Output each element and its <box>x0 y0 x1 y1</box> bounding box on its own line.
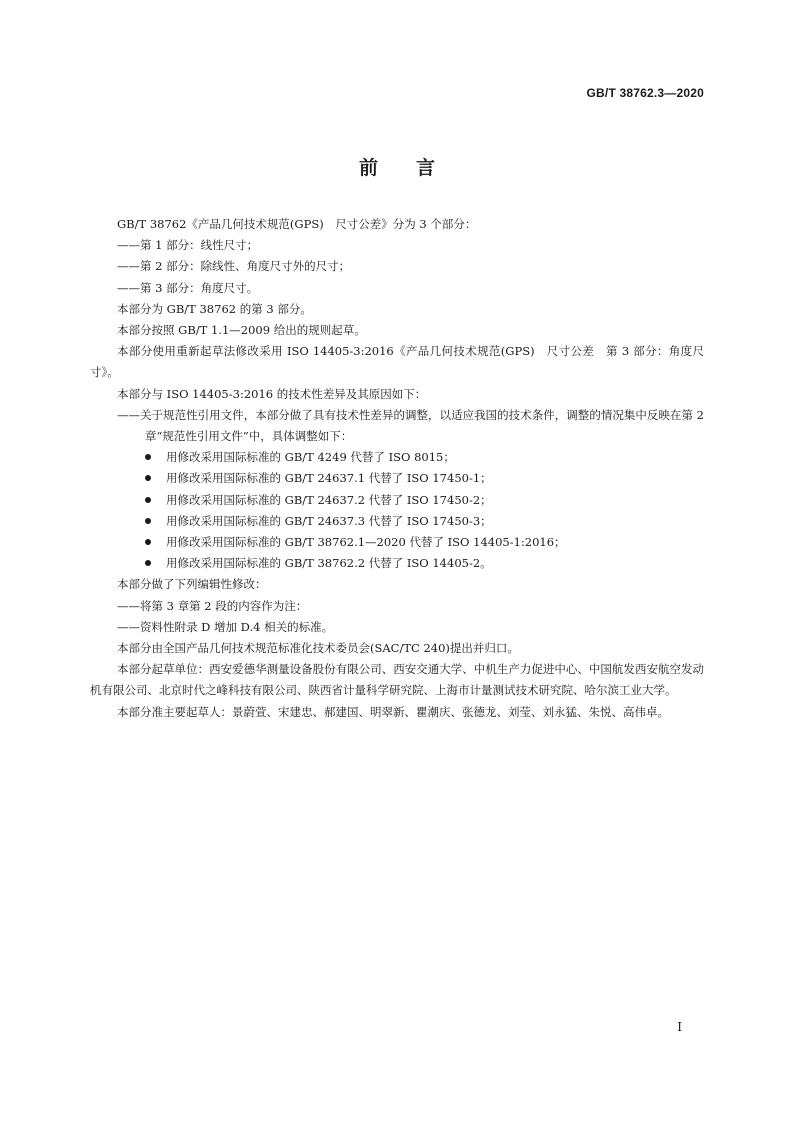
editorial-item-annex: ——资料性附录 D 增加 D.4 相关的标准。 <box>117 619 334 634</box>
page-title: 前言 <box>358 157 473 179</box>
normative-references-item: ——关于规范性引用文件，本部分做了具有技术性差异的调整，以适应我国的技术条件，调整的情况集中反映在第 2 章“规范性引用文件”中，具体调整如下： <box>117 407 704 444</box>
bullet-icon <box>145 539 151 545</box>
foreword-body <box>90 214 704 723</box>
document-number: GB/T 38762.3—2020 <box>586 86 704 100</box>
editorial-item-note: ——将第 3 章第 2 段的内容作为注： <box>117 598 308 613</box>
bullet-icon <box>145 497 151 503</box>
list-item: 用修改采用国际标准的 GB/T 24637.3 代替了 ISO 17450-3； <box>90 511 704 532</box>
paragraph-drafting-units: 本部分起草单位：西安爱德华测量设备股份有限公司、西安交通大学、中机生产力促进中心、中国航发西安航空发动机有限公司、北京时代之峰科技有限公司、陕西省计量科学研究院、上海市计量测试技术研究院、哈尔滨工业大学。 <box>90 662 704 698</box>
list-item: 用修改采用国际标准的 GB/T 38762.1—2020 代替了 ISO 14405-1:2016； <box>90 532 704 553</box>
bullet-icon <box>145 560 151 566</box>
bullet-icon <box>145 475 151 481</box>
list-item: 用修改采用国际标准的 GB/T 38762.2 代替了 ISO 14405-2。 <box>90 553 704 574</box>
list-item: 用修改采用国际标准的 GB/T 4249 代替了 ISO 8015； <box>90 447 704 468</box>
part-1-item: ——第 1 部分：线性尺寸； <box>117 238 259 253</box>
bullet-icon <box>145 454 151 460</box>
list-item: 用修改采用国际标准的 GB/T 24637.2 代替了 ISO 17450-2； <box>90 490 704 511</box>
paragraph-intro: GB/T 38762《产品几何技术规范(GPS) 尺寸公差》分为 3 个部分： <box>117 217 477 231</box>
paragraph-committee: 本部分由全国产品几何技术规范标准化技术委员会(SAC/TC 240)提出并归口。 <box>117 641 519 656</box>
list-item: 用修改采用国际标准的 GB/T 24637.1 代替了 ISO 17450-1； <box>90 468 704 489</box>
paragraph-adoption: 本部分使用重新起草法修改采用 ISO 14405-3:2016《产品几何技术规范(GPS) 尺寸公差 第 3 部分：角度尺寸》。 <box>90 344 704 380</box>
paragraph-drafters: 本部分准主要起草人：景蔚萱、宋建忠、郝建国、明翠新、瞿潮庆、张德龙、刘莹、刘永猛、朱悦、高伟卓。 <box>117 704 669 719</box>
part-3-item: ——第 3 部分：角度尺寸。 <box>117 280 259 295</box>
bullet-icon <box>145 518 151 524</box>
paragraph-differences: 本部分与 ISO 14405-3:2016 的技术性差异及其原因如下： <box>117 386 427 401</box>
part-2-item: ——第 2 部分：除线性、角度尺寸外的尺寸； <box>117 259 351 274</box>
paragraph-part-statement: 本部分为 GB/T 38762 的第 3 部分。 <box>117 301 312 316</box>
replacement-list <box>90 447 704 574</box>
paragraph-editorial-changes: 本部分做了下列编辑性修改： <box>117 577 267 592</box>
paragraph-drafting-rules: 本部分按照 GB/T 1.1—2009 给出的规则起草。 <box>117 323 366 338</box>
page-number: I <box>677 1020 682 1034</box>
